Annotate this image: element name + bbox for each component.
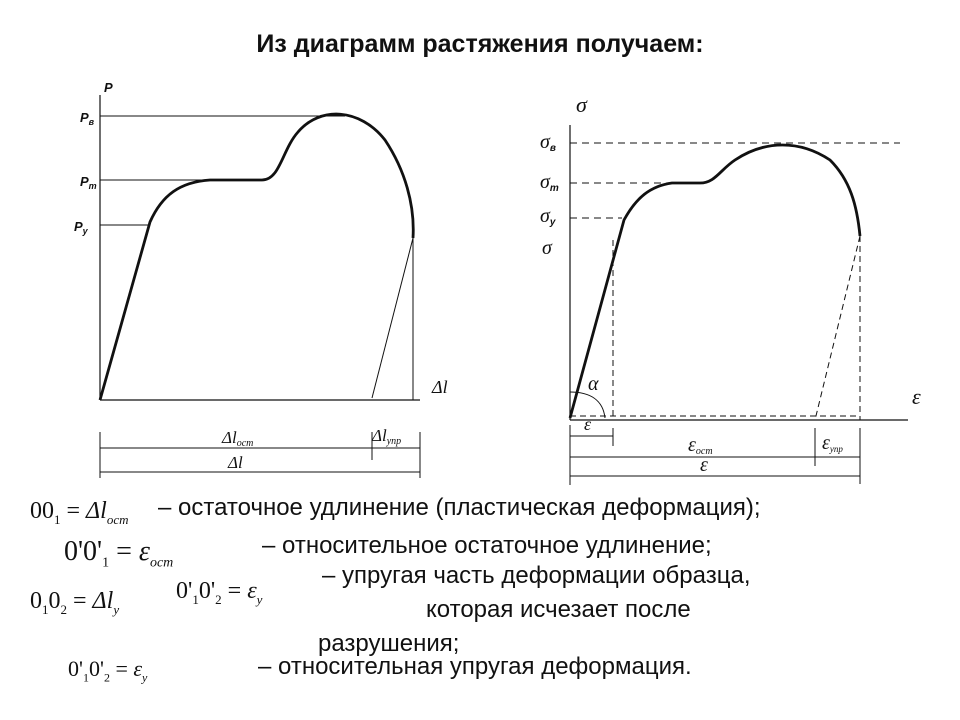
- eps-el-label: εупр: [822, 432, 843, 454]
- formula-elastic-relative-inline: $0'_10'_2 = \varepsilon_у$: [176, 578, 263, 607]
- sv-label: σв: [540, 131, 556, 154]
- right-x-axis-label: ε: [912, 384, 921, 409]
- pv-label: $P_в$: [80, 110, 95, 127]
- dl-residual-label: Δlост: [222, 428, 254, 449]
- left-x-axis-label: Δl: [432, 377, 448, 397]
- alpha-label: α: [588, 373, 599, 395]
- dl-total-label: Δl: [228, 453, 243, 472]
- pt-label: $P_т$: [80, 174, 97, 191]
- formula-relative-elastic: $0'_10'_2 = \varepsilon_у$: [68, 656, 148, 685]
- left-y-axis-label: P: [104, 80, 113, 95]
- dl-elastic-label: Δlупр: [372, 426, 402, 447]
- unloading-line-right: [815, 236, 860, 420]
- eps-small-label: ε: [584, 414, 592, 434]
- desc-residual-elongation: – остаточное удлинение (пластическая деформация);: [158, 494, 761, 521]
- desc-relative-elastic: – относительная упругая деформация.: [258, 653, 692, 680]
- eps-res-label: εост: [688, 434, 713, 457]
- stress-strain-diagram: [570, 125, 908, 485]
- desc-elastic-part: – упругая часть деформации образца,: [322, 562, 751, 589]
- unloading-line: [372, 238, 413, 398]
- st-label: σт: [540, 171, 559, 194]
- formula-relative-residual: $0'0'_1 = \varepsilon_{ост}$: [64, 536, 174, 571]
- page-title: Из диаграмм растяжения получаем:: [256, 30, 704, 58]
- load-curve: [100, 114, 413, 400]
- py-label: $P_у$: [74, 219, 88, 236]
- formula-residual-elongation: $00_1 = \Delta l_{ост}$: [30, 498, 129, 527]
- desc-elastic-part-end: разрушения;: [318, 630, 460, 657]
- formula-elastic-part: $0_10_2 = \Delta l_у$: [30, 588, 120, 617]
- eps-total-label: ε: [700, 454, 708, 476]
- desc-elastic-part-cont: которая исчезает после: [426, 596, 691, 623]
- desc-relative-residual: – относительное остаточное удлинение;: [262, 532, 712, 559]
- right-y-axis-label: σ: [576, 92, 587, 117]
- sy-label: σу: [540, 205, 556, 228]
- sigma-label: σ: [542, 237, 552, 259]
- load-elongation-diagram: [100, 95, 420, 478]
